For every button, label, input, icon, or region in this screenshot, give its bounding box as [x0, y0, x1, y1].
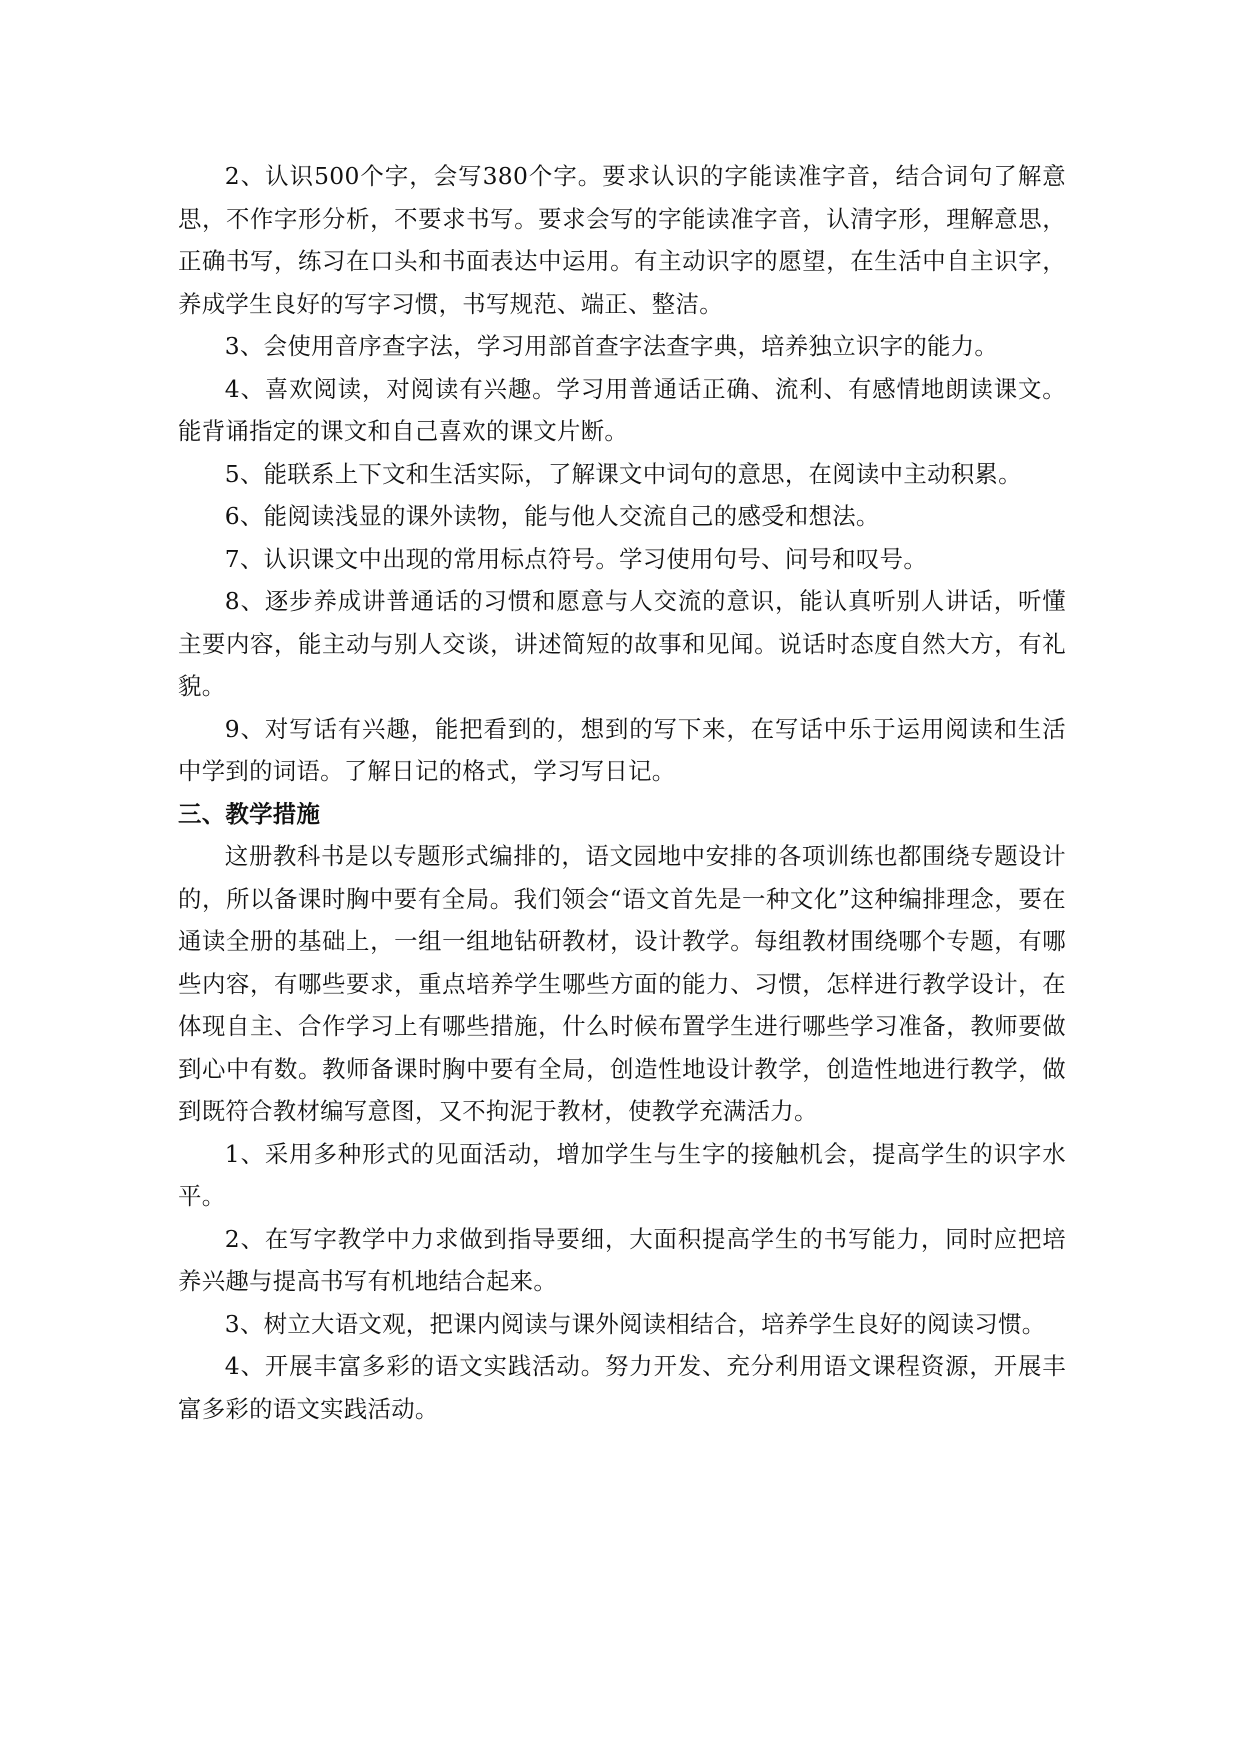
goal-paragraph-4: 4、喜欢阅读，对阅读有兴趣。学习用普通话正确、流利、有感情地朗读课文。能背诵指定的课文和自己喜欢的课文片断。: [178, 374, 1066, 445]
document-body: [178, 155, 1066, 1430]
goal-paragraph-9: 9、对写话有兴趣，能把看到的，想到的写下来，在写话中乐于运用阅读和生活中学到的词语。了解日记的格式，学习写日记。: [178, 714, 1066, 785]
section-heading: 三、教学措施: [178, 799, 321, 828]
goal-paragraph-2: 2、认识500个字，会写380个字。要求认识的字能读准字音，结合词句了解意思，不作字形分析，不要求书写。要求会写的字能读准字音，认清字形，理解意思，正确书写，练习在口头和书面表达中运用。有主动识字的愿望，在生活中自主识字，养成学生良好的写字习惯，书写规范、端正、整洁。: [178, 162, 1066, 318]
measure-paragraph-2: 2、在写字教学中力求做到指导要细，大面积提高学生的书写能力，同时应把培养兴趣与提高书写有机地结合起来。: [178, 1224, 1066, 1295]
measure-paragraph-1: 1、采用多种形式的见面活动，增加学生与生字的接触机会，提高学生的识字水平。: [178, 1139, 1066, 1210]
measure-paragraph-4: 4、开展丰富多彩的语文实践活动。努力开发、充分利用语文课程资源，开展丰富多彩的语文实践活动。: [178, 1352, 1066, 1423]
goal-paragraph-3: 3、会使用音序查字法，学习用部首查字法查字典，培养独立识字的能力。: [224, 332, 999, 360]
goal-paragraph-6: 6、能阅读浅显的课外读物，能与他人交流自己的感受和想法。: [224, 502, 880, 530]
goal-paragraph-7: 7、认识课文中出现的常用标点符号。学习使用句号、问号和叹号。: [224, 544, 928, 573]
goal-paragraph-5: 5、能联系上下文和生活实际，了解课文中词句的意思，在阅读中主动积累。: [224, 459, 1022, 488]
measures-intro-paragraph: 这册教科书是以专题形式编排的，语文园地中安排的各项训练也都围绕专题设计的，所以备课时胸中要有全局。我们领会“语文首先是一种文化”这种编排理念，要在通读全册的基础上，一组一组地钻研教材，设计教学。每组教材围绕哪个专题，有哪些内容，有哪些要求，重点培养学生哪些方面的能力、习惯，怎样进行教学设计，在体现自主、合作学习上有哪些措施，什么时候布置学生进行哪些学习准备，教师要做到心中有数。教师备课时胸中要有全局，创造性地设计教学，创造性地进行教学，做到既符合教材编写意图，又不拘泥于教材，使教学充满活力。: [178, 842, 1066, 1125]
goal-paragraph-8: 8、逐步养成讲普通话的习惯和愿意与人交流的意识，能认真听别人讲话，听懂主要内容，能主动与别人交谈，讲述简短的故事和见闻。说话时态度自然大方，有礼貌。: [178, 587, 1066, 700]
measure-paragraph-3: 3、树立大语文观，把课内阅读与课外阅读相结合，培养学生良好的阅读习惯。: [224, 1309, 1046, 1338]
